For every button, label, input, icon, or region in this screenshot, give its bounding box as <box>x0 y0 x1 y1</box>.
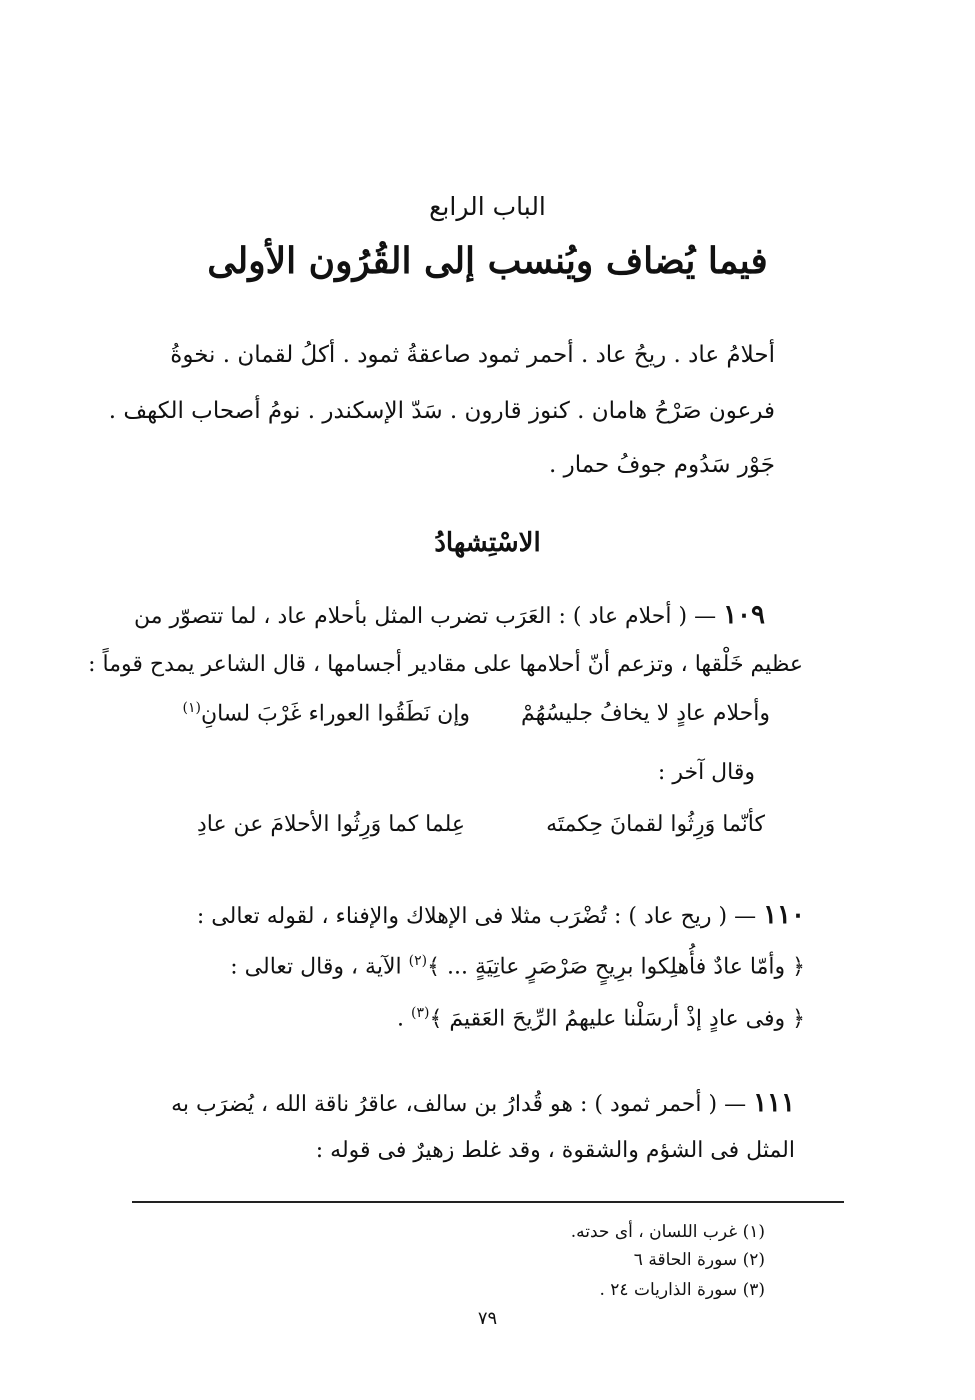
verse-1 <box>182 700 770 726</box>
entry-110-line-3 <box>397 1005 805 1031</box>
footnote: (٣) سورة الذاريات ٢٤ . <box>599 1280 765 1300</box>
chapter-title: فيما يُضاف ويُنسب إلى القُرُون الأولى <box>207 240 768 282</box>
footnote-ref: (٢) <box>408 953 428 969</box>
quran-quote: ﴿ وأمّا عادٌ فأُهلِكوا برِيحٍ صَرْصَرٍ عاتِيَةٍ ... ﴾ <box>427 954 805 980</box>
footnote: (١) غرب اللسان ، أى حدته. <box>570 1222 765 1242</box>
footnote-ref: (٣) <box>411 1005 430 1021</box>
entry-110-line-1 <box>197 900 805 930</box>
intro-line: فرعون صَرْحُ هامان . كنوز قارون . سَدّ الإسكندر . نومُ أصحاب الكهف . <box>108 398 775 424</box>
entry-111-line-1 <box>171 1088 795 1118</box>
entry-text: — ( أحلام عاد ) : العَرَب تضرب المثل بأحلام عاد ، لما تتصوّر من <box>133 604 717 629</box>
verse-hemistich-left: وإن نَطَقُوا العوراء غَرْبَ لسانِ <box>200 701 470 727</box>
verse-2 <box>197 812 765 837</box>
quran-quote: ﴿ وفى عادٍ إذْ أرسَلْنا عليهمُ الرِّيحَ العَقيمَ ﴾ <box>429 1006 805 1032</box>
footnote: (٢) سورة الحاقة ٦ <box>633 1250 765 1270</box>
footnote-divider <box>132 1201 844 1203</box>
footnote-ref: (١) <box>182 700 201 716</box>
entry-number: ١١١ <box>753 1088 795 1118</box>
entry-text: الآية ، وقال تعالى : <box>230 954 409 980</box>
page-number: ٧٩ <box>477 1308 498 1329</box>
entry-text: — ( ريح عاد ) : تُضْرَب مثلا فى الإهلاك والإفناء ، لقوله تعالى : <box>196 904 757 929</box>
verse-intro: وقال آخر : <box>657 760 755 785</box>
verse-hemistich-right: كأنّما وَرِثُوا لقمانَ حِكمتَه <box>546 812 765 837</box>
entry-109-line-1 <box>134 600 765 630</box>
entry-text: . <box>397 1006 412 1032</box>
intro-line: أحلامُ عاد . ريحُ عاد . أحمر ثمود صاعقةُ ثمود . أكلُ لقمان . نخوةُ <box>170 342 775 368</box>
verse-hemistich-left: عِلما كما وَرِثُوا الأحلامَ عن عادِ <box>196 812 465 837</box>
intro-line: جَوْر سَدُوم جوفُ حمار . <box>548 452 775 478</box>
entry-number: ١١٠ <box>763 900 805 930</box>
entry-111-line-2: المثل فى الشؤم والشقوة ، وقد غلط زهيرٌ فى قوله : <box>315 1138 795 1163</box>
section-heading: الاسْتِشهادُ <box>434 528 541 558</box>
chapter-label: الباب الرابع <box>429 192 546 221</box>
entry-110-line-2 <box>230 953 805 979</box>
entry-number: ١٠٩ <box>723 600 765 630</box>
entry-109-line-2: عظيم خَلْقها ، وتزعم أنّ أحلامها على مقادير أجسامها ، قال الشاعر يمدح قوماً : <box>88 652 803 677</box>
verse-hemistich-right: وأحلام عادٍ لا يخافُ جليسُهُمْ <box>521 701 770 727</box>
entry-text: — ( أحمر ثمود ) : هو قُدارُ بن سالف، عاقرُ ناقة الله ، يُضرَب به <box>171 1092 747 1117</box>
